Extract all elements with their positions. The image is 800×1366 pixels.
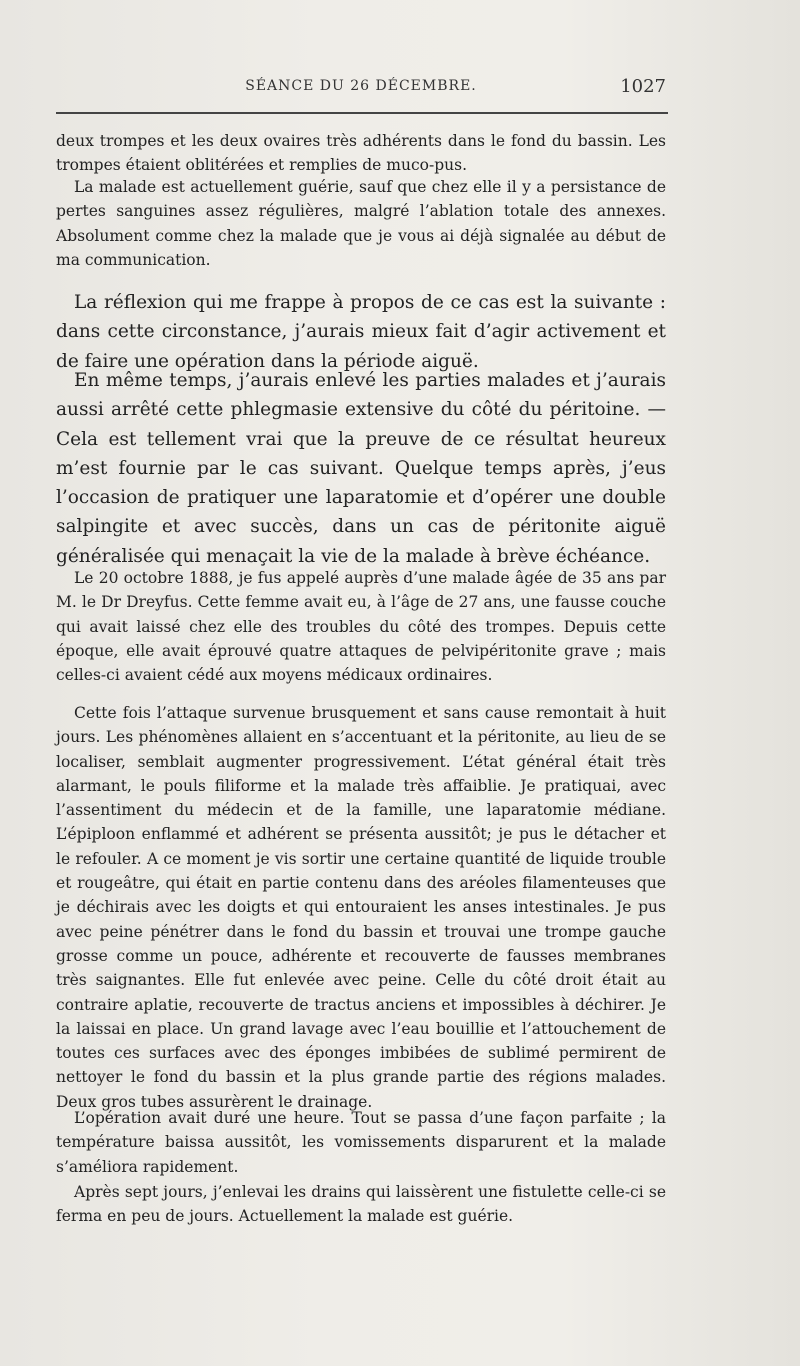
page-header bbox=[56, 76, 666, 100]
paragraph-guerison: Après sept jours, j’enlevai les drains qui laissèrent une fistulette celle-ci se ferma en peu de jours. Actuellement la malade est guérie. bbox=[56, 1183, 666, 1226]
paragraph-reflexion: La réflexion qui me frappe à propos de ce cas est la suivante : dans cette circonstance, j’aurais mieux fait d’agir activement et de faire une opération dans la période aiguë. bbox=[56, 292, 666, 372]
page-number: 1027 bbox=[620, 76, 666, 97]
paragraph-operation: Cette fois l’attaque survenue brusquement et sans cause remontait à huit jours. Les phénomènes allaient en s’accentuant et la péritonite, au lieu de se localiser, semblait augmenter progressivement. L’état général était très alarmant, le pouls filiforme et la malade très affaiblie. Je pratiquai, avec l’assentiment du médecin et de la famille, une laparatomie médiane. L’épiploon enflammé et adhérent se présenta aussitôt; je pus le détacher et le refouler. A ce moment je vis sortir une certaine quantité de liquide trouble et rougeâtre, qui était en partie contenu dans des aréoles filamenteuses que je déchirais avec les doigts et qui entouraient les anses intestinales. Je pus avec peine pénétrer dans le fond du bassin et trouvai une trompe gauche grosse comme un pouce, adhérente et recouverte de fausses membranes très saignantes. Elle fut enlevée avec peine. Celle du côté droit était au contraire aplatie, recouverte de tractus anciens et impossibles à déchirer. Je la laissai en place. Un grand lavage avec l’eau bouillie et l’attouchement de toutes ces surfaces avec des éponges imbibées de sublimé permirent de nettoyer le fond du bassin et la plus grande partie des régions malades. Deux gros tubes assurèrent le drainage. bbox=[56, 704, 666, 1111]
paragraph-trompes: deux trompes et les deux ovaires très adhérents dans le fond du bassin. Les trompes étaient oblitérées et remplies de muco-pus. bbox=[56, 132, 666, 175]
paragraph-meme-temps: En même temps, j’aurais enlevé les parties malades et j’aurais aussi arrêté cette phlegmasie extensive du côté du péritoine. — Cela est tellement vrai que la preuve de ce résultat heureux m’est fournie par le cas suivant. Quelque temps après, j’eus l’occasion de pratiquer une laparatomie et d’opérer une double salpingite et avec succès, dans un cas de péritonite aiguë généralisée qui menaçait la vie de la malade à brève échéance. bbox=[56, 370, 666, 567]
paragraph-duree: L’opération avait duré une heure. Tout se passa d’une façon parfaite ; la température baissa aussitôt, les vomissements disparurent et la malade s’améliora rapidement. bbox=[56, 1109, 666, 1176]
paragraph-observation: Le 20 octobre 1888, je fus appelé auprès d’une malade âgée de 35 ans par M. le Dr Dreyfus. Cette femme avait eu, à l’âge de 27 ans, une fausse couche qui avait laissé chez elle des troubles du côté des trompes. Depuis cette époque, elle avait éprouvé quatre attaques de pelvipéritonite grave ; mais celles-ci avaient cédé aux moyens médicaux ordinaires. bbox=[56, 569, 666, 685]
running-title: SÉANCE DU 26 DÉCEMBRE. bbox=[245, 78, 477, 94]
paragraph-guerie: La malade est actuellement guérie, sauf que chez elle il y a persistance de pertes sanguines assez régulières, malgré l’ablation totale des annexes. Absolument comme chez la malade que je vous ai déjà signalée au début de ma communication. bbox=[56, 178, 666, 269]
header-rule bbox=[56, 112, 668, 114]
